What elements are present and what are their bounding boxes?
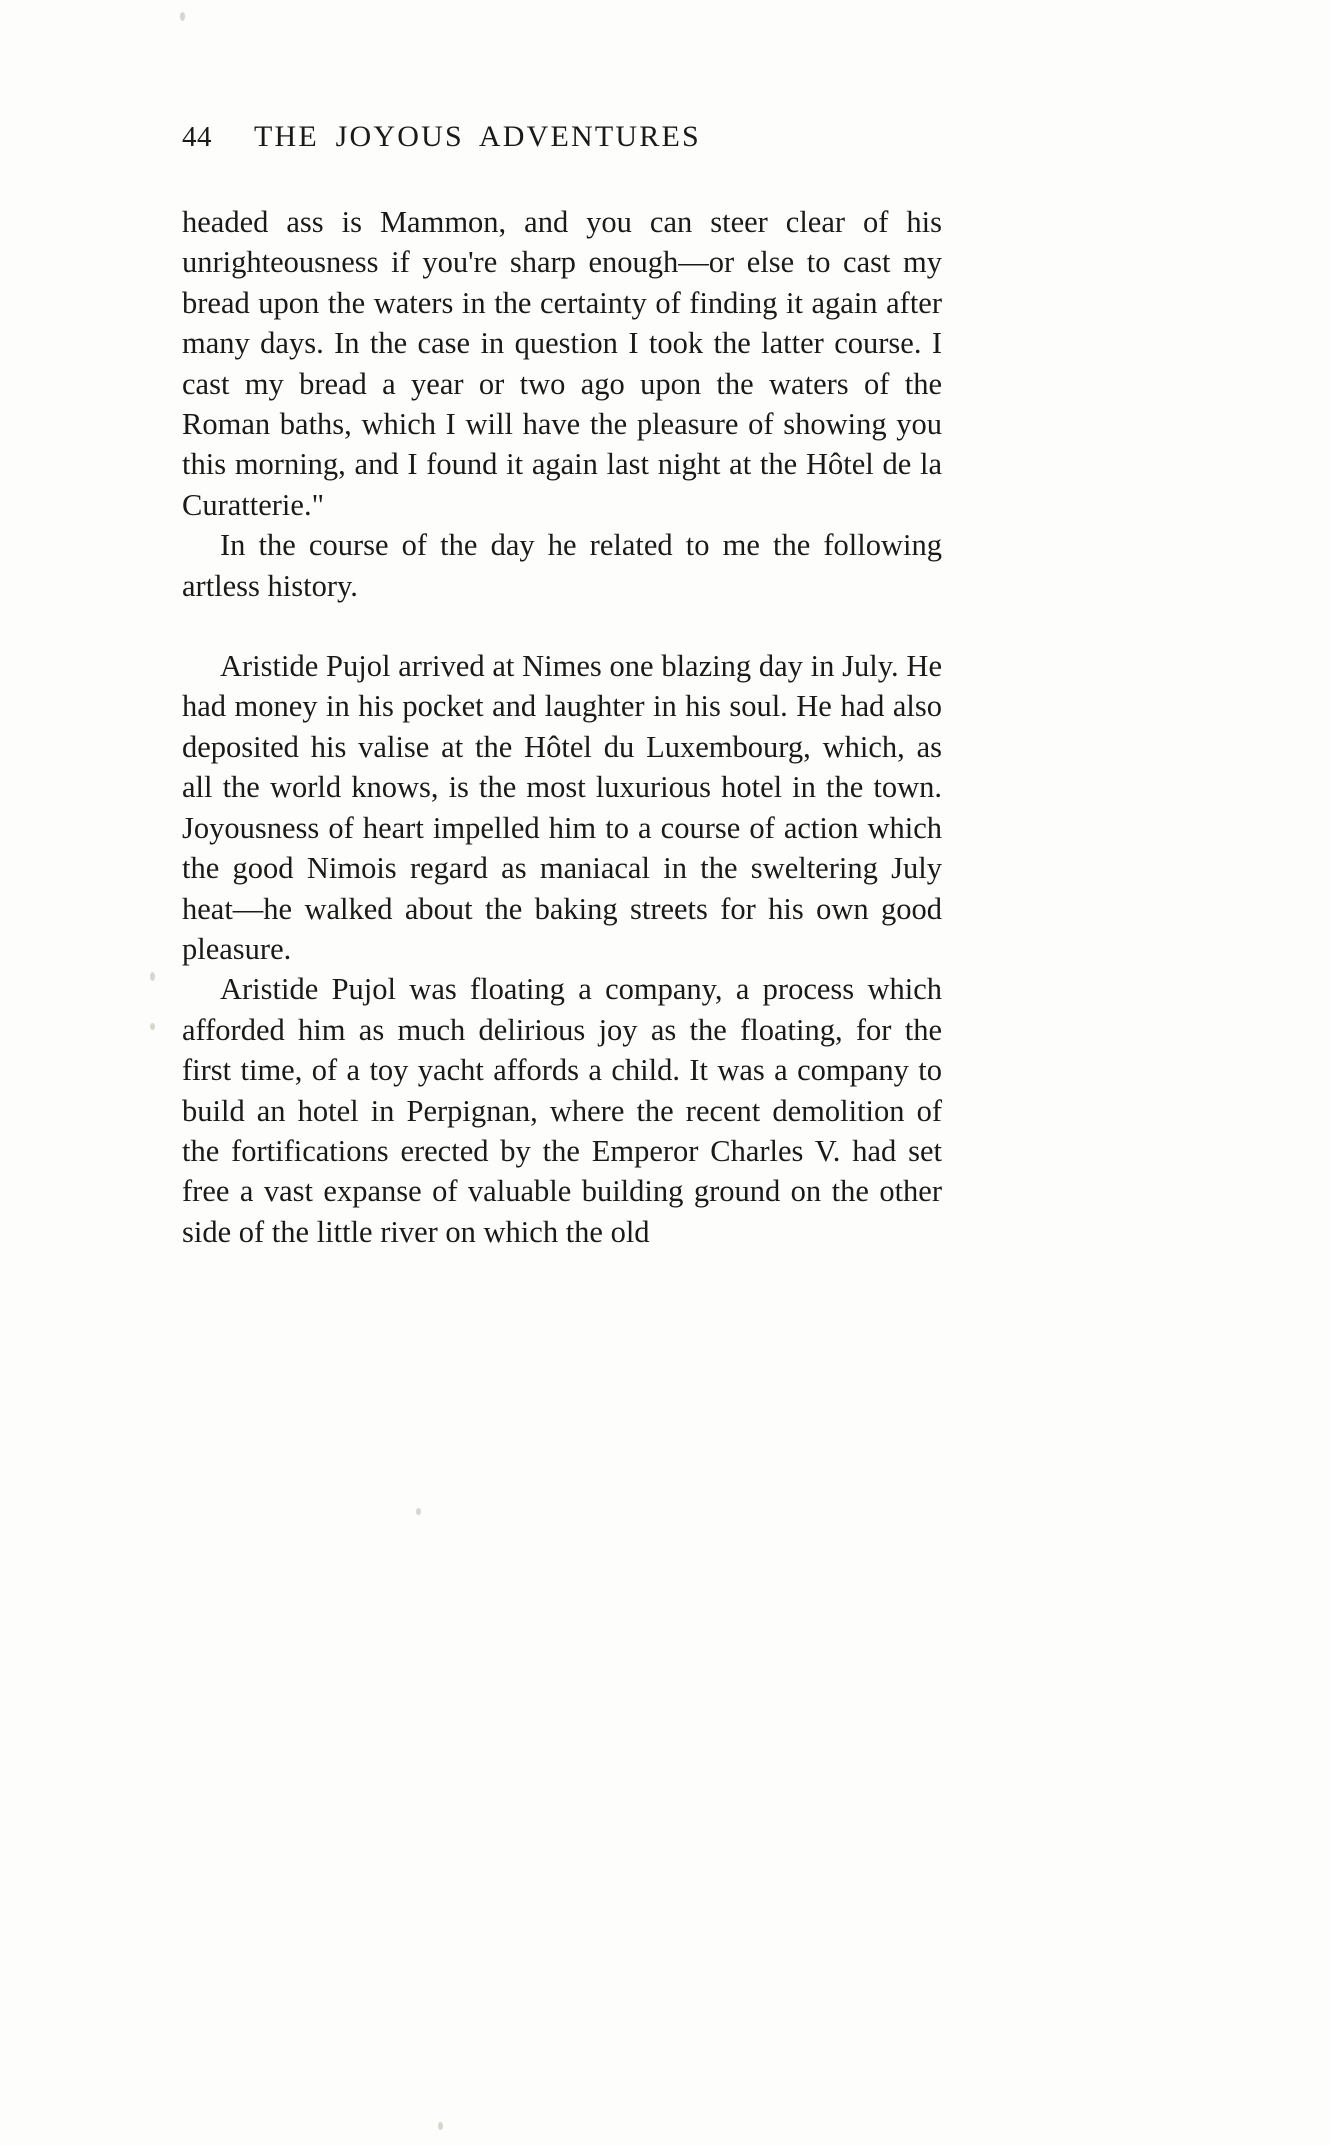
scan-speck: [180, 12, 185, 21]
paragraph: Aristide Pujol arrived at Nimes one blazing day in July. He had money in his pocket and laughter in his soul. He had also deposited his valise at the Hôtel du Luxembourg, which, as all the world knows, is the most luxurious hotel in the town. Joyousness of heart impelled him to a course of action which the good Nimois regard as maniacal in the sweltering July heat—he walked about the baking streets for his own good pleasure.: [182, 649, 942, 966]
scan-speck: [150, 972, 155, 981]
page-number: 44: [182, 121, 212, 153]
scan-speck: [438, 2122, 443, 2130]
paragraph: In the course of the day he related to me the following artless history.: [182, 528, 942, 603]
page-text-block: [182, 120, 942, 1252]
scan-speck: [150, 1023, 155, 1030]
paragraph: Aristide Pujol was floating a company, a process which afforded him as much delirious joy as the floating, for the first time, of a toy yacht affords a child. It was a company to build an hotel in Perpignan, where the recent demolition of the fortifications erected by the Emperor Charles V. had set free a vast expanse of valuable building ground on the other side of the little river on which the old: [182, 972, 942, 1249]
running-head: [182, 120, 942, 154]
paragraph-gap: [182, 606, 942, 646]
book-title: THE JOYOUS ADVENTURES: [254, 120, 701, 153]
scan-speck: [416, 1508, 421, 1515]
paragraph: headed ass is Mammon, and you can steer clear of his unrighteousness if you're sharp enough—or else to cast my bread upon the waters in the certainty of finding it again after many days. In the case in question I took the latter course. I cast my bread a year or two ago upon the waters of the Roman baths, which I will have the pleasure of showing you this morning, and I found it again last night at the Hôtel de la Curatterie.": [182, 205, 942, 522]
